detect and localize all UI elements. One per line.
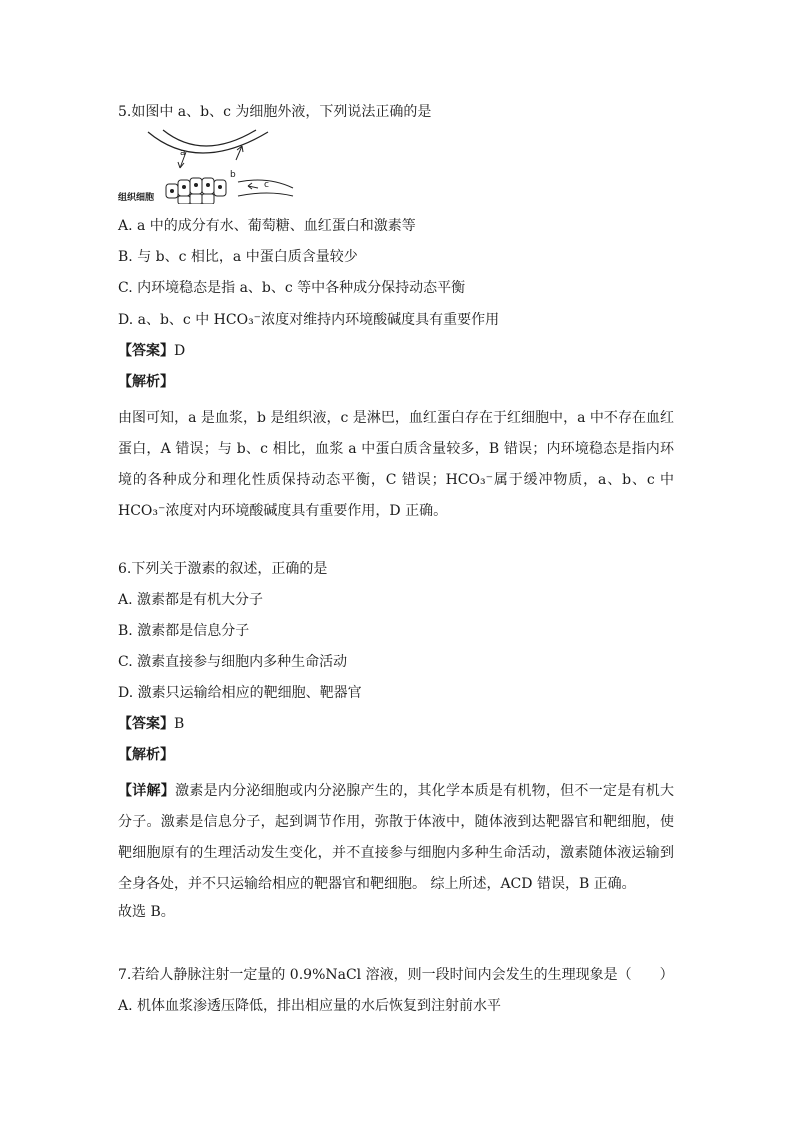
q5-answer-value: D [174,343,186,359]
q5-stem: 5.如图中 a、b、c 为细胞外液，下列说法正确的是 [118,104,432,120]
q5-figure [118,124,298,204]
q5-answer [118,341,185,361]
label-a: a [180,148,186,158]
q5-option-d: D. a、b、c 中 HCO₃⁻浓度对维持内环境酸碱度具有重要作用 [118,312,500,328]
q6-option-b: B. 激素都是信息分子 [118,623,250,639]
q7-option-a: A. 机体血浆渗透压降低，排出相应量的水后恢复到注射前水平 [118,998,502,1014]
q6-analysis-tag: 【解析】 [118,747,174,763]
q5-option-c: C. 内环境稳态是指 a、b、c 等中各种成分保持动态平衡 [118,280,466,296]
q6-answer [118,714,184,734]
q6-option-c: C. 激素直接参与细胞内多种生命活动 [118,654,348,670]
q5-option-b: B. 与 b、c 相比，a 中蛋白质含量较少 [118,249,358,265]
label-tissue-cells: 组织细胞 [118,193,155,203]
q5-analysis: 由图可知，a 是血浆，b 是组织液，c 是淋巴，血红蛋白存在于红细胞中，a 中不存在血红蛋白，A 错误；与 b、c 相比，血浆 a 中蛋白质含量较多，B 错误；内环境稳态是指内环境的各种成分和理化性质保持动态平衡，C 错误；HCO₃⁻属于缓冲物质，a、b、c 中 HCO₃⁻浓度对内环境酸碱度具有重要作用，D 正确。 [118,410,674,519]
outer-vessel-wall [148,132,268,153]
label-c: c [264,180,269,190]
tissue-cells [166,178,226,204]
q6-detail-text: 激素是内分泌细胞或内分泌腺产生的，其化学本质是有机物，但不一定是有机大分子。激素是信息分子，起到调节作用，弥散于体液中，随体液到达靶器官和靶细胞，使靶细胞原有的生理活动发生变化，并不直接参与细胞内多种生命活动，激素随体液运输到全身各处，并不只运输给相应的靶器官和靶细胞。 综上所述，ACD 错误，B 正确。 [118,783,675,892]
q5-option-a: A. a 中的成分有水、葡萄糖、血红蛋白和激素等 [118,218,416,234]
q6-conclusion: 故选 B。 [118,904,175,920]
q6-answer-value: B [174,716,185,732]
q5-answer-tag: 【答案】 [118,343,174,359]
q6-stem: 6.下列关于激素的叙述，正确的是 [118,561,328,577]
q6-answer-tag: 【答案】 [118,716,174,732]
q6-option-a: A. 激素都是有机大分子 [118,592,264,608]
q7-stem: 7.若给人静脉注射一定量的 0.9%NaCl 溶液，则一段时间内会发生的生理现象是（ ） [118,967,674,983]
inner-vessel-wall [163,130,256,146]
label-b: b [230,170,236,180]
q6-option-d: D. 激素只运输给相应的靶细胞、靶器官 [118,685,362,701]
lymph-vessel-bottom [238,193,293,196]
q6-detail [118,776,674,900]
q6-detail-tag: 【详解】 [118,783,176,799]
q5-analysis-tag: 【解析】 [118,374,174,390]
